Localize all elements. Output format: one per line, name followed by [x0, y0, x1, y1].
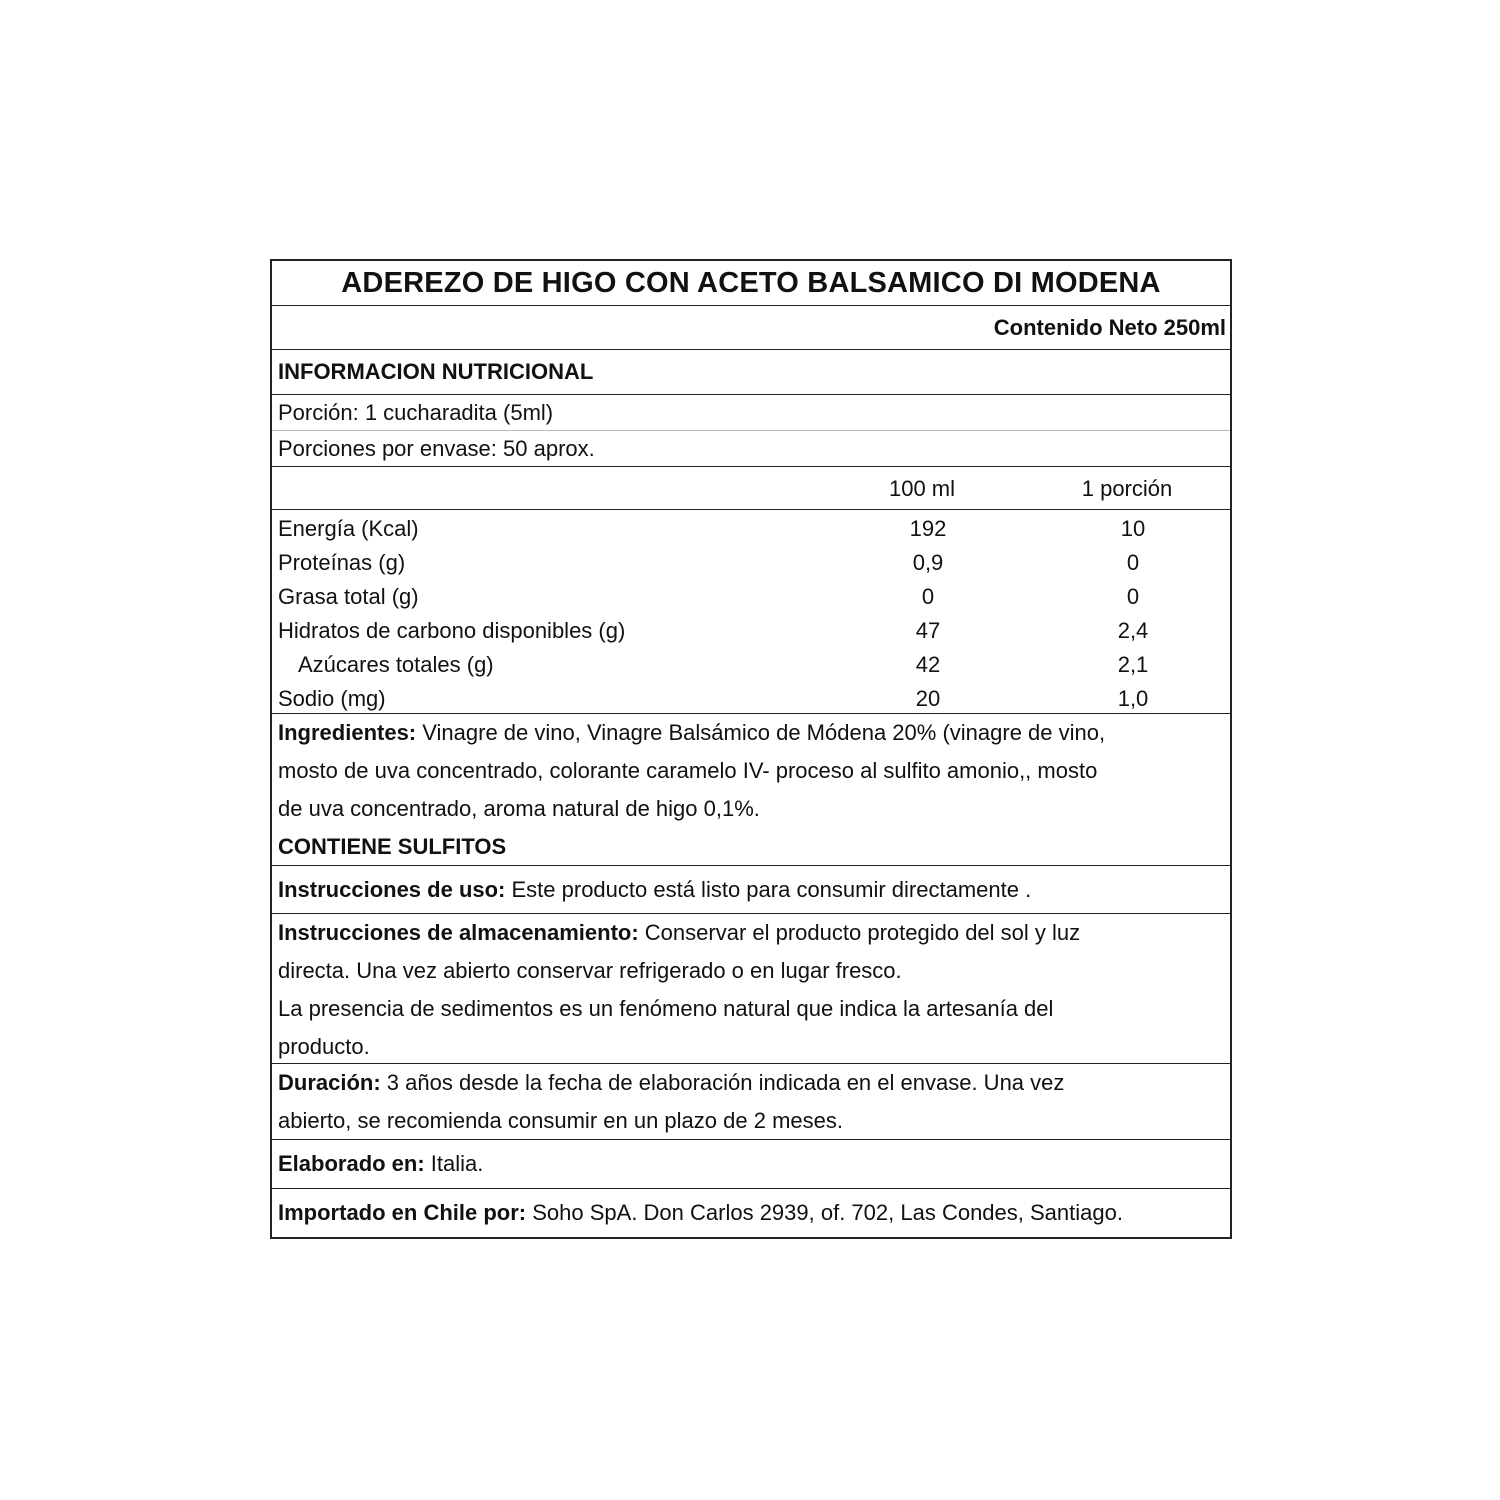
importer-label: Importado en Chile por:	[278, 1200, 527, 1225]
nutrient-name: Proteínas (g)	[278, 550, 406, 575]
storage-line: La presencia de sedimentos es un fenómeno natural que indica la artesanía del	[278, 996, 1054, 1021]
duration-line: abierto, se recomienda consumir en un plazo de 2 meses.	[278, 1108, 843, 1133]
nutrient-per-portion: 0	[1126, 584, 1140, 609]
usage-label: Instrucciones de uso:	[278, 876, 506, 902]
duration-line	[278, 1064, 1224, 1102]
column-header-row	[272, 467, 1230, 510]
section-header-row	[272, 350, 1230, 395]
nutrient-name: Grasa total (g)	[278, 584, 419, 609]
nutrient-per100: 42	[915, 652, 941, 677]
made-in-section	[272, 1140, 1230, 1189]
importer-text: Soho SpA. Don Carlos 2939, of. 702, Las Condes, Santiago.	[526, 1200, 1123, 1225]
servings-row	[272, 431, 1230, 467]
nutrient-row	[278, 648, 1224, 682]
made-in-label: Elaborado en:	[278, 1151, 425, 1176]
ingredients-line: de uva concentrado, aroma natural de higo 0,1%.	[278, 796, 760, 821]
nutrient-per-portion: 10	[1120, 516, 1146, 541]
nutrient-name: Hidratos de carbono disponibles (g)	[278, 618, 626, 643]
duration-section	[272, 1064, 1230, 1140]
ingredients-section	[272, 714, 1230, 866]
duration-text: 3 años desde la fecha de elaboración indicada en el envase. Una vez	[380, 1070, 1065, 1095]
ingredients-line	[278, 714, 1224, 752]
nutrient-per-portion: 0	[1126, 550, 1140, 575]
storage-line	[278, 914, 1224, 952]
title-row	[272, 261, 1230, 306]
usage-section	[272, 866, 1230, 914]
nutrient-row	[278, 682, 1224, 716]
column-header-per-portion: 1 porción	[1081, 476, 1173, 501]
nutrient-row	[278, 512, 1224, 546]
storage-line: directa. Una vez abierto conservar refrigerado o en lugar fresco.	[278, 958, 902, 983]
ingredients-label: Ingredientes:	[278, 720, 417, 745]
section-title: INFORMACION NUTRICIONAL	[278, 359, 594, 384]
nutrient-table	[272, 510, 1230, 714]
column-header-per100: 100 ml	[888, 476, 956, 501]
made-in-text: Italia.	[424, 1151, 484, 1176]
nutrient-row	[278, 580, 1224, 614]
sulfites-warning: CONTIENE SULFITOS	[278, 834, 507, 859]
nutrient-per100: 0	[921, 584, 935, 609]
nutrient-per100: 47	[915, 618, 941, 643]
product-title: ADEREZO DE HIGO CON ACETO BALSAMICO DI MODENA	[341, 266, 1161, 299]
nutrient-per-portion: 2,4	[1117, 618, 1149, 643]
servings-text: Porciones por envase: 50 aprox.	[278, 435, 595, 461]
net-content-row	[272, 306, 1230, 350]
storage-text: Conservar el producto protegido del sol y luz	[638, 920, 1081, 945]
nutrient-name: Sodio (mg)	[278, 686, 386, 711]
nutrient-per100: 192	[909, 516, 947, 541]
net-content: Contenido Neto 250ml	[993, 314, 1226, 340]
importer-section	[272, 1189, 1230, 1237]
portion-text: Porción: 1 cucharadita (5ml)	[278, 399, 554, 425]
storage-section	[272, 914, 1230, 1064]
portion-row	[272, 395, 1230, 431]
nutrient-row	[278, 546, 1224, 580]
nutrient-row	[278, 614, 1224, 648]
ingredients-line: mosto de uva concentrado, colorante caramelo IV- proceso al sulfito amonio,, mosto	[278, 758, 1098, 783]
nutrient-per100: 0,9	[912, 550, 944, 575]
storage-line: producto.	[278, 1034, 370, 1059]
nutrient-per-portion: 1,0	[1117, 686, 1149, 711]
nutrition-label	[270, 259, 1232, 1239]
ingredients-text: Vinagre de vino, Vinagre Balsámico de Módena 20% (vinagre de vino,	[416, 720, 1106, 745]
usage-text: Este producto está listo para consumir directamente .	[505, 876, 1032, 902]
nutrient-name: Energía (Kcal)	[278, 516, 419, 541]
nutrient-name: Azúcares totales (g)	[298, 652, 494, 677]
nutrient-per100: 20	[915, 686, 941, 711]
duration-label: Duración:	[278, 1070, 381, 1095]
nutrient-per-portion: 2,1	[1117, 652, 1149, 677]
storage-label: Instrucciones de almacenamiento:	[278, 920, 639, 945]
